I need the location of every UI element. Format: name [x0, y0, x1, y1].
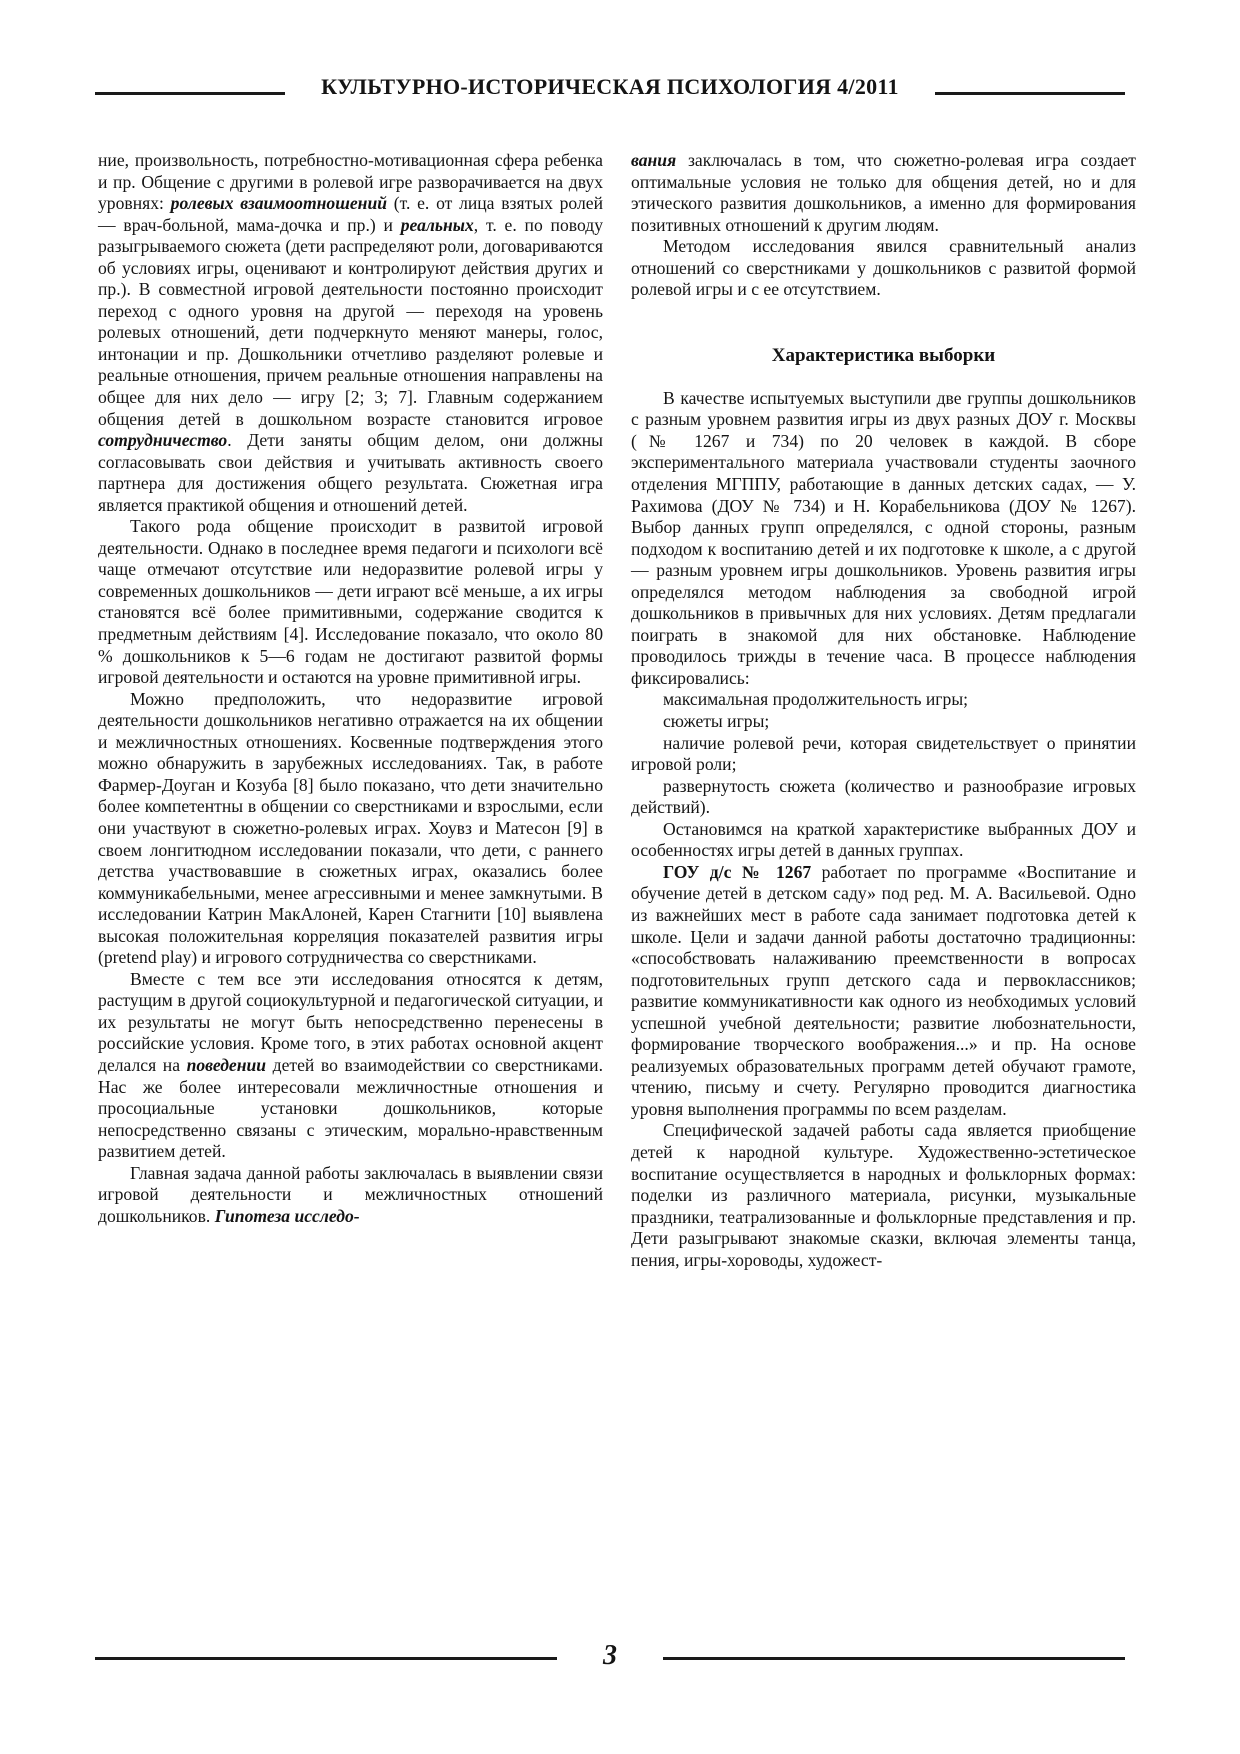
- paragraph: Можно предположить, что недоразвитие игровой деятельности дошкольников негативно отражается на их общении и межличностных отношениях. Косвенные подтверждения этого можно обнаружить в зарубежных исследованиях. Так, в работе Фармер-Доуган и Козуба [8] было показано, что дети значительно более компетентны в общении со сверстниками и взрослыми, если они участвуют в сюжетно-ролевых играх. Хоувз и Матесон [9] в своем лонгитюдном исследовании показали, что дети, с раннего детства участвовавшие в сюжетных играх, оказались более коммуникабельными, менее агрессивными и менее замкнутыми. В исследовании Катрин МакАлоней, Карен Стагнити [10] выявлена высокая положительная корреляция показателей развития игры (pretend play) и игрового сотрудничества со сверстниками.: [98, 688, 603, 968]
- paragraph: В качестве испытуемых выступили две группы дошкольников с разным уровнем развития игры из двух разных ДОУ г. Москвы (№ 1267 и 734) по 20 человек в каждой. В сборе экспериментального материала участвовали студенты заочного отделения МГППУ, работающие в данных детских садах, — У. Рахимова (ДОУ № 734) и Н. Корабельникова (ДОУ № 1267). Выбор данных групп определялся, с одной стороны, разным подходом к воспитанию детей и их подготовке к школе, а с другой — разным уровнем игры дошкольников. Уровень развития игры определялся методом наблюдения за свободной игрой дошкольников в привычных для них условиях. Детям предлагали поиграть в знакомой для них обстановке. Наблюдение проводилось трижды в течение часа. В процессе наблюдения фиксировались:: [631, 387, 1136, 688]
- section-heading: Характеристика выборки: [771, 344, 996, 366]
- emphasis-term: реальных: [400, 214, 474, 235]
- text-run: Вместе с тем все эти исследования относятся к детям, растущим в другой социокультурной и педагогической ситуации, и их результаты не могут быть непосредственно перенесены в российские условия. Кроме того, в этих работах основной акцент делался на: [98, 968, 603, 1075]
- right-column: [631, 150, 1136, 1271]
- text-run: заключалась в том, что сюжетно-ролевая игра создает оптимальные условия не только для общения детей, но и для этического развития дошкольников, а именно для формирования позитивных отношений к другим людям.: [631, 150, 1136, 235]
- text-run: . Дети заняты общим делом, они должны согласовывать свои действия и учитывать активность своего партнера для достижения общего результата. Сюжетная игра является практикой общения и отношений детей.: [98, 430, 603, 515]
- emphasis-term: вания: [631, 150, 677, 170]
- list-item: максимальная продолжительность игры;: [663, 689, 969, 710]
- emphasis-term: Гипотеза исследо-: [214, 1205, 360, 1226]
- journal-title: КУЛЬТУРНО-ИСТОРИЧЕСКАЯ ПСИХОЛОГИЯ 4/2011: [321, 74, 899, 99]
- paragraph: [98, 1163, 603, 1228]
- spacer: [631, 301, 1136, 345]
- paragraph: [98, 969, 603, 1163]
- institution-name: ГОУ д/с № 1267: [663, 861, 812, 882]
- spacer: [631, 367, 1136, 388]
- page-number: 3: [603, 1640, 617, 1671]
- emphasis-term: сотрудничество: [98, 430, 228, 451]
- running-header: [95, 70, 1125, 114]
- text-run: Главная задача данной работы заключалась в выявлении связи игровой деятельности и межличностных отношений дошкольников.: [98, 1162, 603, 1226]
- header-rule-left: [95, 92, 285, 95]
- paragraph: [631, 150, 1136, 236]
- paragraph: Такого рода общение происходит в развитой игровой деятельности. Однако в последнее время педагоги и психологи всё чаще отмечают отсутствие или недоразвитие ролевой игры у современных дошкольников — дети играют всё меньше, а их игры становятся всё более примитивными, содержание сводится к предметным действиям [4]. Исследование показало, что около 80 % дошкольников к 5—6 годам не достигают развитой формы игровой деятельности и остаются на уровне примитивной игры.: [98, 516, 603, 688]
- page-footer: [95, 1640, 1125, 1680]
- text-run: ние, произвольность, потребностно-мотивационная сфера ребенка и пр. Общение с другими в ролевой игре разворачивается на двух уровнях:: [98, 150, 603, 214]
- text-run: (т. е. от лица взятых ролей — врач-больной, мама-дочка и пр.) и: [98, 193, 603, 235]
- text-run: детей во взаимодействии со сверстниками. Нас же более интересовали межличностные отношения и просоциальные установки дошкольников, которые непосредственно связаны с этическим, морально-нравственным развитием детей.: [98, 1054, 603, 1162]
- header-rule-right: [935, 92, 1125, 95]
- emphasis-term: поведении: [186, 1054, 267, 1075]
- paragraph: Остановимся на краткой характеристике выбранных ДОУ и особенностях игры детей в данных группах.: [631, 818, 1136, 861]
- text-run: , т. е. по поводу разыгрываемого сюжета (дети распределяют роли, договариваются об условиях игры, оценивают и контролируют действия других и пр.). В совместной игровой деятельности постоянно происходит переход с одного уровня на другой — переходя на уровень ролевых отношений, дети подчеркнуто меняют манеры, голос, интонации и пр. Дошкольники отчетливо разделяют ролевые и реальные отношения, причем реальные отношения направлены на общее для них дело — игру [2; 3; 7]. Главным содержанием общения детей в дошкольном возрасте становится игровое: [98, 214, 603, 429]
- paragraph: [98, 150, 603, 516]
- text-run: работает по программе «Воспитание и обучение детей в детском саду» под ред. М. А. Васильевой. Одно из важнейших мест в работе сада занимает подготовка детей к школе. Цели и задачи данной работы достаточно традиционны: «способствовать налаживанию преемственности в вопросах подготовительных групп детского сада и первоклассников; развитие коммуникативности как одного из необходимых условий успешной учебной деятельности; развитие любознательности, формирование творческого воображения...» и пр. На основе реализуемых образовательных программ детей обучают грамоте, чтению, письму и счету. Регулярно проводится диагностика уровня выполнения программы по всем разделам.: [631, 861, 1136, 1119]
- paragraph: Методом исследования явился сравнительный анализ отношений со сверстниками у дошкольников с развитой формой ролевой игры и с ее отсутствием.: [631, 236, 1136, 300]
- footer-rule-left: [95, 1657, 557, 1660]
- left-column: [98, 150, 603, 1227]
- paragraph: [631, 862, 1136, 1121]
- list-item: сюжеты игры;: [663, 711, 770, 732]
- emphasis-term: ролевых взаимоотношений: [170, 193, 388, 214]
- list-item: наличие ролевой речи, которая свидетельствует о принятии игровой роли;: [631, 732, 1136, 775]
- paragraph: Специфической задачей работы сада является приобщение детей к народной культуре. Художественно-эстетическое воспитание осуществляется в народных и фольклорных формах: поделки из различного материала, рисунки, музыкальные праздники, театрализованные и фольклорные представления и пр. Дети разыгрывают знакомые сказки, включая элементы танца, пения, игры-хороводы, художест-: [631, 1120, 1136, 1270]
- list-item: развернутость сюжета (количество и разнообразие игровых действий).: [631, 775, 1136, 818]
- footer-rule-right: [663, 1657, 1125, 1660]
